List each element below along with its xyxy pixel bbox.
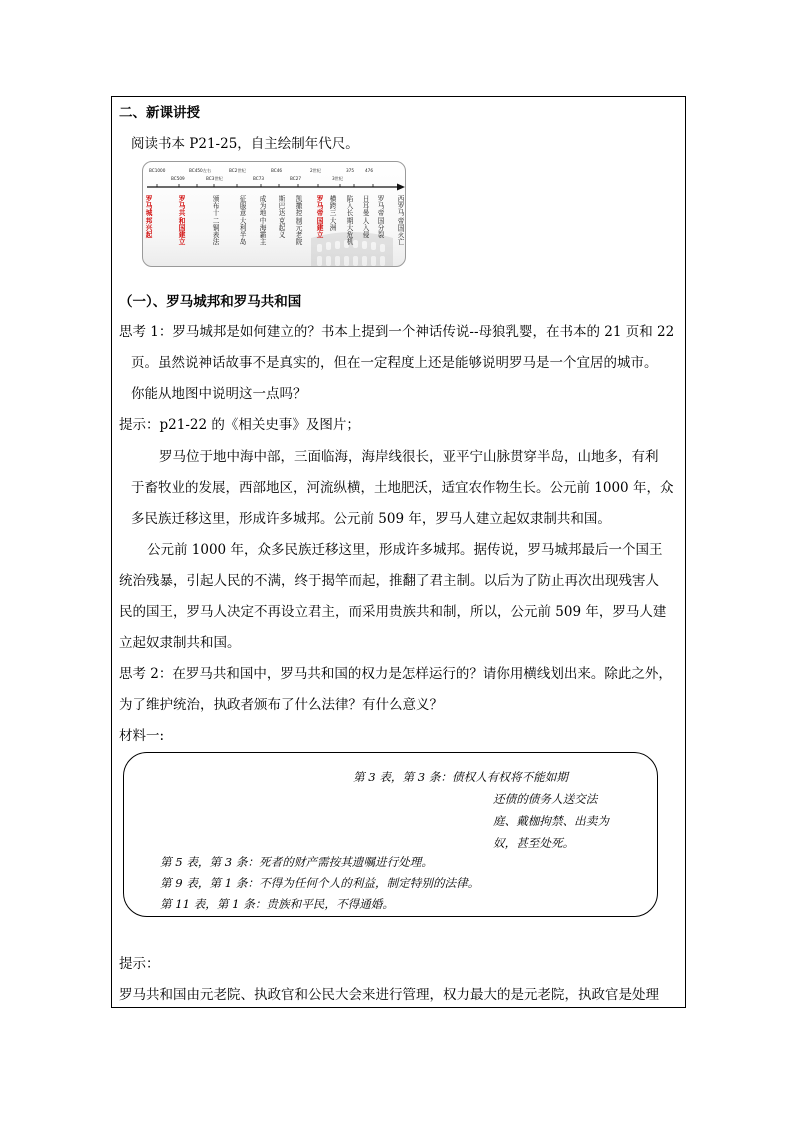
timeline-date-5: BC73 — [253, 176, 265, 181]
law-table-5: 第 5 表，第 3 条：死者的财产需按其遗嘱进行处理。 — [160, 855, 433, 869]
timeline-date-11: 476 — [365, 168, 373, 173]
timeline-date-4: BC2世纪 — [229, 168, 246, 173]
question-2-line-1: 思考 2：在罗马共和国中，罗马共和国的权力是怎样运行的？请你用横线划出来。除此之外， — [119, 666, 672, 682]
question-2-line-2: 为了维护统治，执政者颁布了什么法律？有什么意义？ — [119, 697, 443, 713]
question-1-line-2: 页。虽然说神话故事不是真实的，但在一定程度上还是能够说明罗马是一个宜居的城市。 — [131, 355, 658, 371]
timeline-date-6: BC46 — [271, 168, 283, 173]
timeline-event-3: 征服意大利半岛 — [239, 195, 247, 247]
paragraph-1-line-2: 于畜牧业的发展，西部地区，河流纵横，土地肥沃，适宜农作物生长。公元前 1000 年，众 — [131, 480, 674, 496]
law-table-3-line-2: 还债的债务人送交法 — [493, 792, 598, 806]
timeline-date-1: BC509 — [171, 176, 185, 181]
timeline-date-8: 2世纪 — [310, 168, 322, 173]
hint-2: 提示： — [119, 956, 160, 972]
paragraph-2-line-3: 民的国王，罗马人决定不再设立君主，而采用贵族共和制，所以，公元前 509 年，罗马人建 — [119, 604, 667, 620]
intro-text: 阅读书本 P21-25，自主绘制年代尺。 — [131, 136, 359, 152]
law-table-3-line-4: 奴，甚至处死。 — [493, 836, 575, 850]
timeline-date-2: BC450左右 — [189, 168, 212, 173]
timeline-figure — [142, 161, 406, 267]
timeline-date-0: BC1000 — [149, 168, 166, 173]
timeline-date-7: BC27 — [290, 176, 302, 181]
timeline-date-3: BC3世纪 — [206, 176, 223, 181]
subsection-title: （一）、罗马城邦和罗马共和国 — [119, 294, 302, 310]
timeline-date-9: 3世纪 — [332, 176, 344, 181]
timeline-event-10: 日耳曼人入侵 — [362, 195, 370, 240]
timeline-arrow-icon — [397, 184, 405, 191]
paragraph-1-line-1: 罗马位于地中海中部，三面临海，海岸线很长，亚平宁山脉贯穿半岛，山地多，有利 — [159, 449, 659, 465]
timeline-event-5: 斯巴达克起义 — [278, 195, 286, 240]
timeline-event-7: 罗马帝国建立 — [316, 195, 324, 240]
timeline-event-11: 罗马帝国分裂 — [377, 195, 385, 240]
answer-line: 罗马共和国由元老院、执政官和公民大会来进行管理，权力最大的是元老院，执政官是处理 — [119, 987, 659, 1003]
hint-1: 提示：p21-22 的《相关史事》及图片； — [119, 417, 360, 433]
timeline-event-12: 西罗马帝国灭亡 — [397, 195, 405, 247]
timeline-event-4: 成为地中海霸主 — [259, 195, 267, 247]
paragraph-2-line-4: 立起奴隶制共和国。 — [119, 635, 241, 651]
paragraph-2-line-1: 公元前 1000 年，众多民族迁移这里，形成许多城邦。据传说，罗马城邦最后一个国王 — [147, 542, 663, 558]
question-1-line-3: 你能从地图中说明这一点吗？ — [131, 386, 307, 402]
material-label: 材料一: — [119, 728, 165, 744]
timeline-event-1: 罗马共和国建立 — [178, 195, 186, 247]
law-table-3-line-3: 庭、戴枷拘禁、出卖为 — [493, 814, 609, 828]
law-table-9: 第 9 表，第 1 条：不得为任何个人的利益，制定特别的法律。 — [160, 876, 480, 890]
law-table-11: 第 11 表，第 1 条：贵族和平民，不得通婚。 — [160, 897, 394, 911]
timeline-event-9: 陷入长期大危机 — [346, 195, 354, 247]
paragraph-1-line-3: 多民族迁移这里，形成许多城邦。公元前 509 年，罗马人建立起奴隶制共和国。 — [131, 511, 611, 527]
timeline-event-0: 罗马城邦兴起 — [145, 195, 153, 240]
paragraph-2-line-2: 统治残暴，引起人民的不满，终于揭竿而起，推翻了君主制。以后为了防止再次出现残害人 — [119, 573, 659, 589]
section-title: 二、新课讲授 — [119, 105, 200, 121]
timeline-event-2: 颁布十二铜表法 — [212, 195, 220, 247]
law-table-3-line-1: 第 3 表，第 3 条：债权人有权将不能如期 — [353, 770, 568, 784]
timeline-event-8: 横跨三大洲 — [329, 195, 337, 232]
timeline-event-6: 凯撒控制元老院 — [295, 195, 303, 247]
question-1-line-1: 思考 1：罗马城邦是如何建立的？书本上提到一个神话传说--母狼乳婴，在书本的 21 页和 22 — [119, 324, 675, 340]
timeline-date-10: 375 — [346, 168, 354, 173]
